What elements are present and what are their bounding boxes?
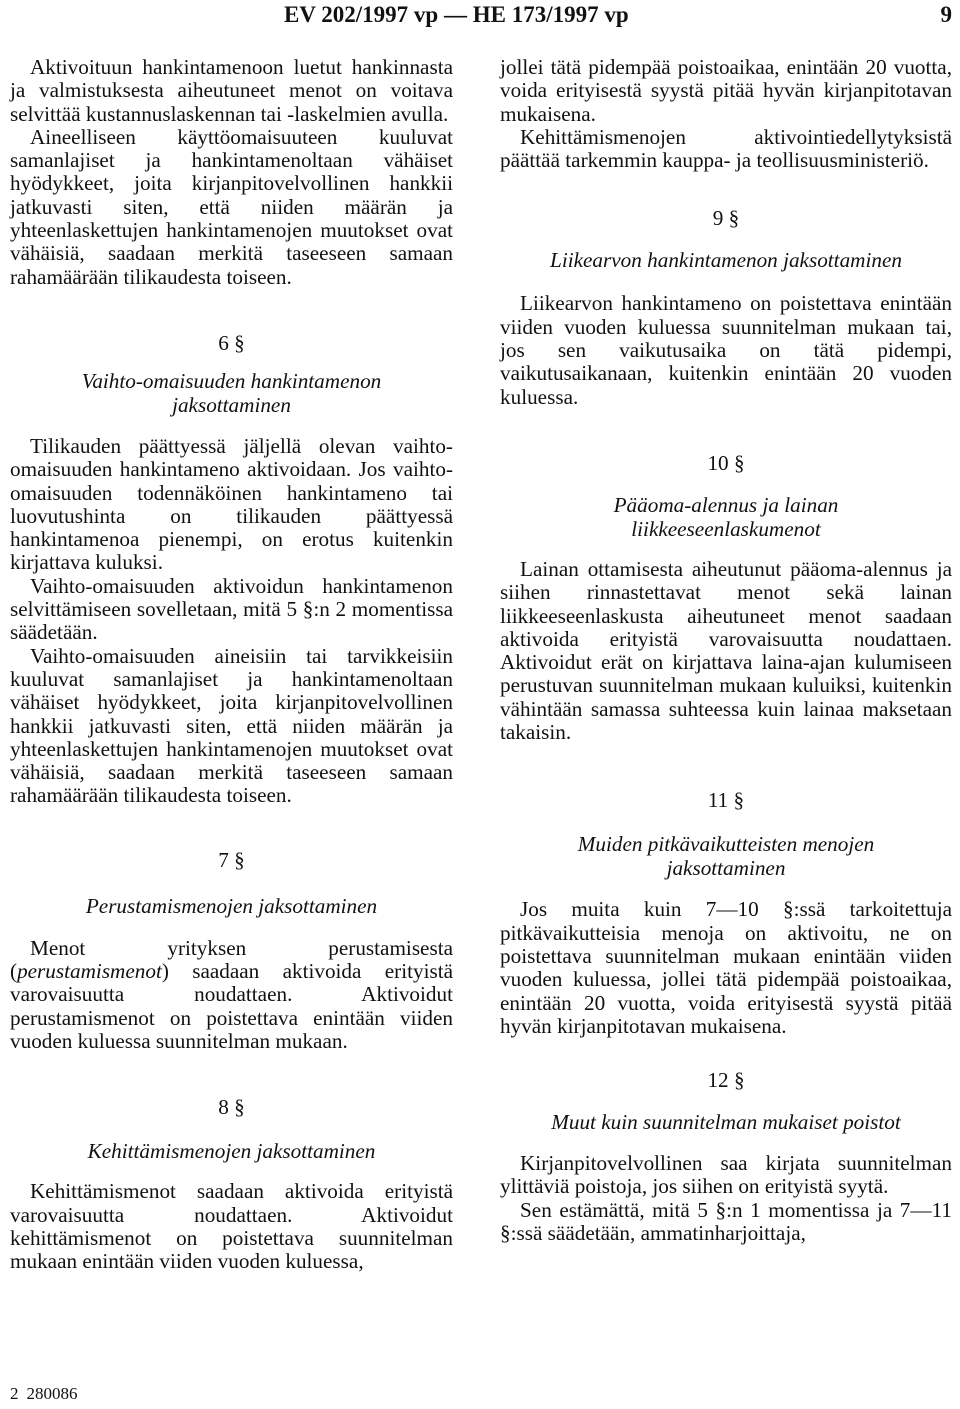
section-title: Vaihto-omaisuuden hankintamenon jaksottaminen (81, 368, 382, 417)
paragraph: Aktivoituun hankintamenoon luetut hankinnasta ja valmistuksesta aiheutuneet menot on voitava selvittää kustannuslaskennan tai -laskelmien avulla. (10, 55, 453, 126)
left-column (10, 56, 453, 1273)
paragraph: Menot yrityksen perustamisesta (perustamismenot) saadaan aktivoida erityistä varovaisuutta noudattaen. Aktivoidut perustamismenot on poistettava enintään viiden vuoden kuluessa suunnitelman mukaan. (10, 935, 453, 1053)
right-column (500, 56, 952, 1245)
page-footer (10, 1384, 78, 1404)
paragraph: Sen estämättä, mitä 5 §:n 1 momentissa ja 7—11 §:ssä säädetään, ammatinharjoittaja, (500, 1197, 952, 1246)
section-title: Liikearvon hankintamenon jaksottaminen (550, 248, 902, 273)
paragraph: jollei tätä pidempää poistoaikaa, enintään 20 vuotta, voida erityisestä syystä pitää hyvän kirjanpitotavan mukaisena. (500, 55, 952, 126)
paragraph: Aineelliseen käyttöomaisuuteen kuuluvat samanlajiset ja hankintamenoltaan vähäiset hyödykkeet, joita kirjanpitovelvollinen hankkii jatkuvasti siten, että niiden määrän ja yhteenlaskettujen hankintamenojen muutokset ovat vähäisiä, saadaan merkitä taseeseen samaan rahamäärään tilikaudesta toiseen. (10, 124, 453, 289)
section-title: Kehittämismenojen jaksottaminen (87, 1139, 376, 1164)
section-title: Muiden pitkävaikutteisten menojen jaksottaminen (577, 832, 875, 881)
section-number: 7 § (218, 847, 245, 872)
paragraph: Vaihto-omaisuuden aineisiin tai tarvikkeisiin kuuluvat samanlajiset ja hankintamenoltaan vähäiset hyödykkeet, joita kirjanpitovelvollinen hankkii jatkuvasti siten, että niiden määrän ja yhteenlaskettujen hankintamenojen muutokset ovat vähäisiä, saadaan merkitä taseeseen samaan rahamäärään tilikaudesta toiseen. (10, 643, 453, 808)
sheet-number: 2 (10, 1384, 19, 1403)
paragraph: Kehittämismenojen aktivointiedellytyksistä päättää tarkemmin kauppa- ja teollisuusministeriö. (500, 124, 952, 173)
print-code: 280086 (26, 1384, 78, 1403)
section-number: 8 § (218, 1095, 245, 1120)
section-number: 10 § (707, 450, 745, 475)
section-number: 9 § (712, 206, 740, 231)
section-title: Pääoma-alennus ja lainan liikkeeseenlaskumenot (613, 492, 839, 541)
section-title: Muut kuin suunnitelman mukaiset poistot (551, 1110, 901, 1135)
running-title: EV 202/1997 vp — HE 173/1997 vp (284, 2, 629, 27)
paragraph: Vaihto-omaisuuden aktivoidun hankintamenon selvittämiseen sovelletaan, mitä 5 §:n 2 momentissa säädetään. (10, 573, 453, 645)
paragraph: Kehittämismenot saadaan aktivoida erityistä varovaisuutta noudattaen. Aktivoidut kehittämismenot on poistettava suunnitelman mukaan enintään viiden vuoden kuluessa, (10, 1179, 453, 1274)
page-header (0, 0, 960, 30)
section-number: 12 § (707, 1068, 745, 1093)
paragraph: Jos muita kuin 7—10 §:ssä tarkoitettuja pitkävaikutteisia menoja on aktivoitu, ne on poistettava suunnitelman mukaan enintään viiden vuoden kuluessa, jollei tätä pidempää poistoaikaa, enintään 20 vuotta, voida erityisestä syystä pitää hyvän kirjanpitotavan mukaisena. (500, 897, 952, 1038)
section-title: Perustamismenojen jaksottaminen (85, 893, 378, 918)
paragraph: Lainan ottamisesta aiheutunut pääoma-alennus ja siihen rinnastettavat menot sekä lainan liikkeeseenlaskusta aiheutuneet menot saadaan aktivoida erityistä varovaisuutta noudattaen. Aktivoidut erät on kirjattava laina-ajan kulumiseen perustuvan suunnitelman mukaan kuluiksi, kuitenkin vähintään samassa suhteessa kuin lainaa maksetaan takaisin. (500, 556, 952, 745)
paragraph: Tilikauden päättyessä jäljellä olevan vaihto-omaisuuden hankintameno aktivoidaan. Jos vaihto-omaisuuden todennäköinen hankintameno tai luovutushinta on tilikauden päättyessä hankintamenoa pienempi, on erotus kuitenkin kirjattava kuluksi. (10, 433, 453, 575)
section-number: 11 § (707, 788, 745, 813)
section-number: 6 § (218, 330, 245, 355)
paragraph: Kirjanpitovelvollinen saa kirjata suunnitelman ylittäviä poistoja, jos siihen on erityistä syytä. (500, 1151, 952, 1199)
paragraph: Liikearvon hankintameno on poistettava enintään viiden vuoden kuluessa suunnitelman mukaan tai, jos sen vaikutusaika on tätä pidempi, vaikutusaikanaan, kuitenkin enintään 20 vuoden kuluessa. (500, 291, 952, 409)
page-number: 9 (940, 2, 952, 27)
